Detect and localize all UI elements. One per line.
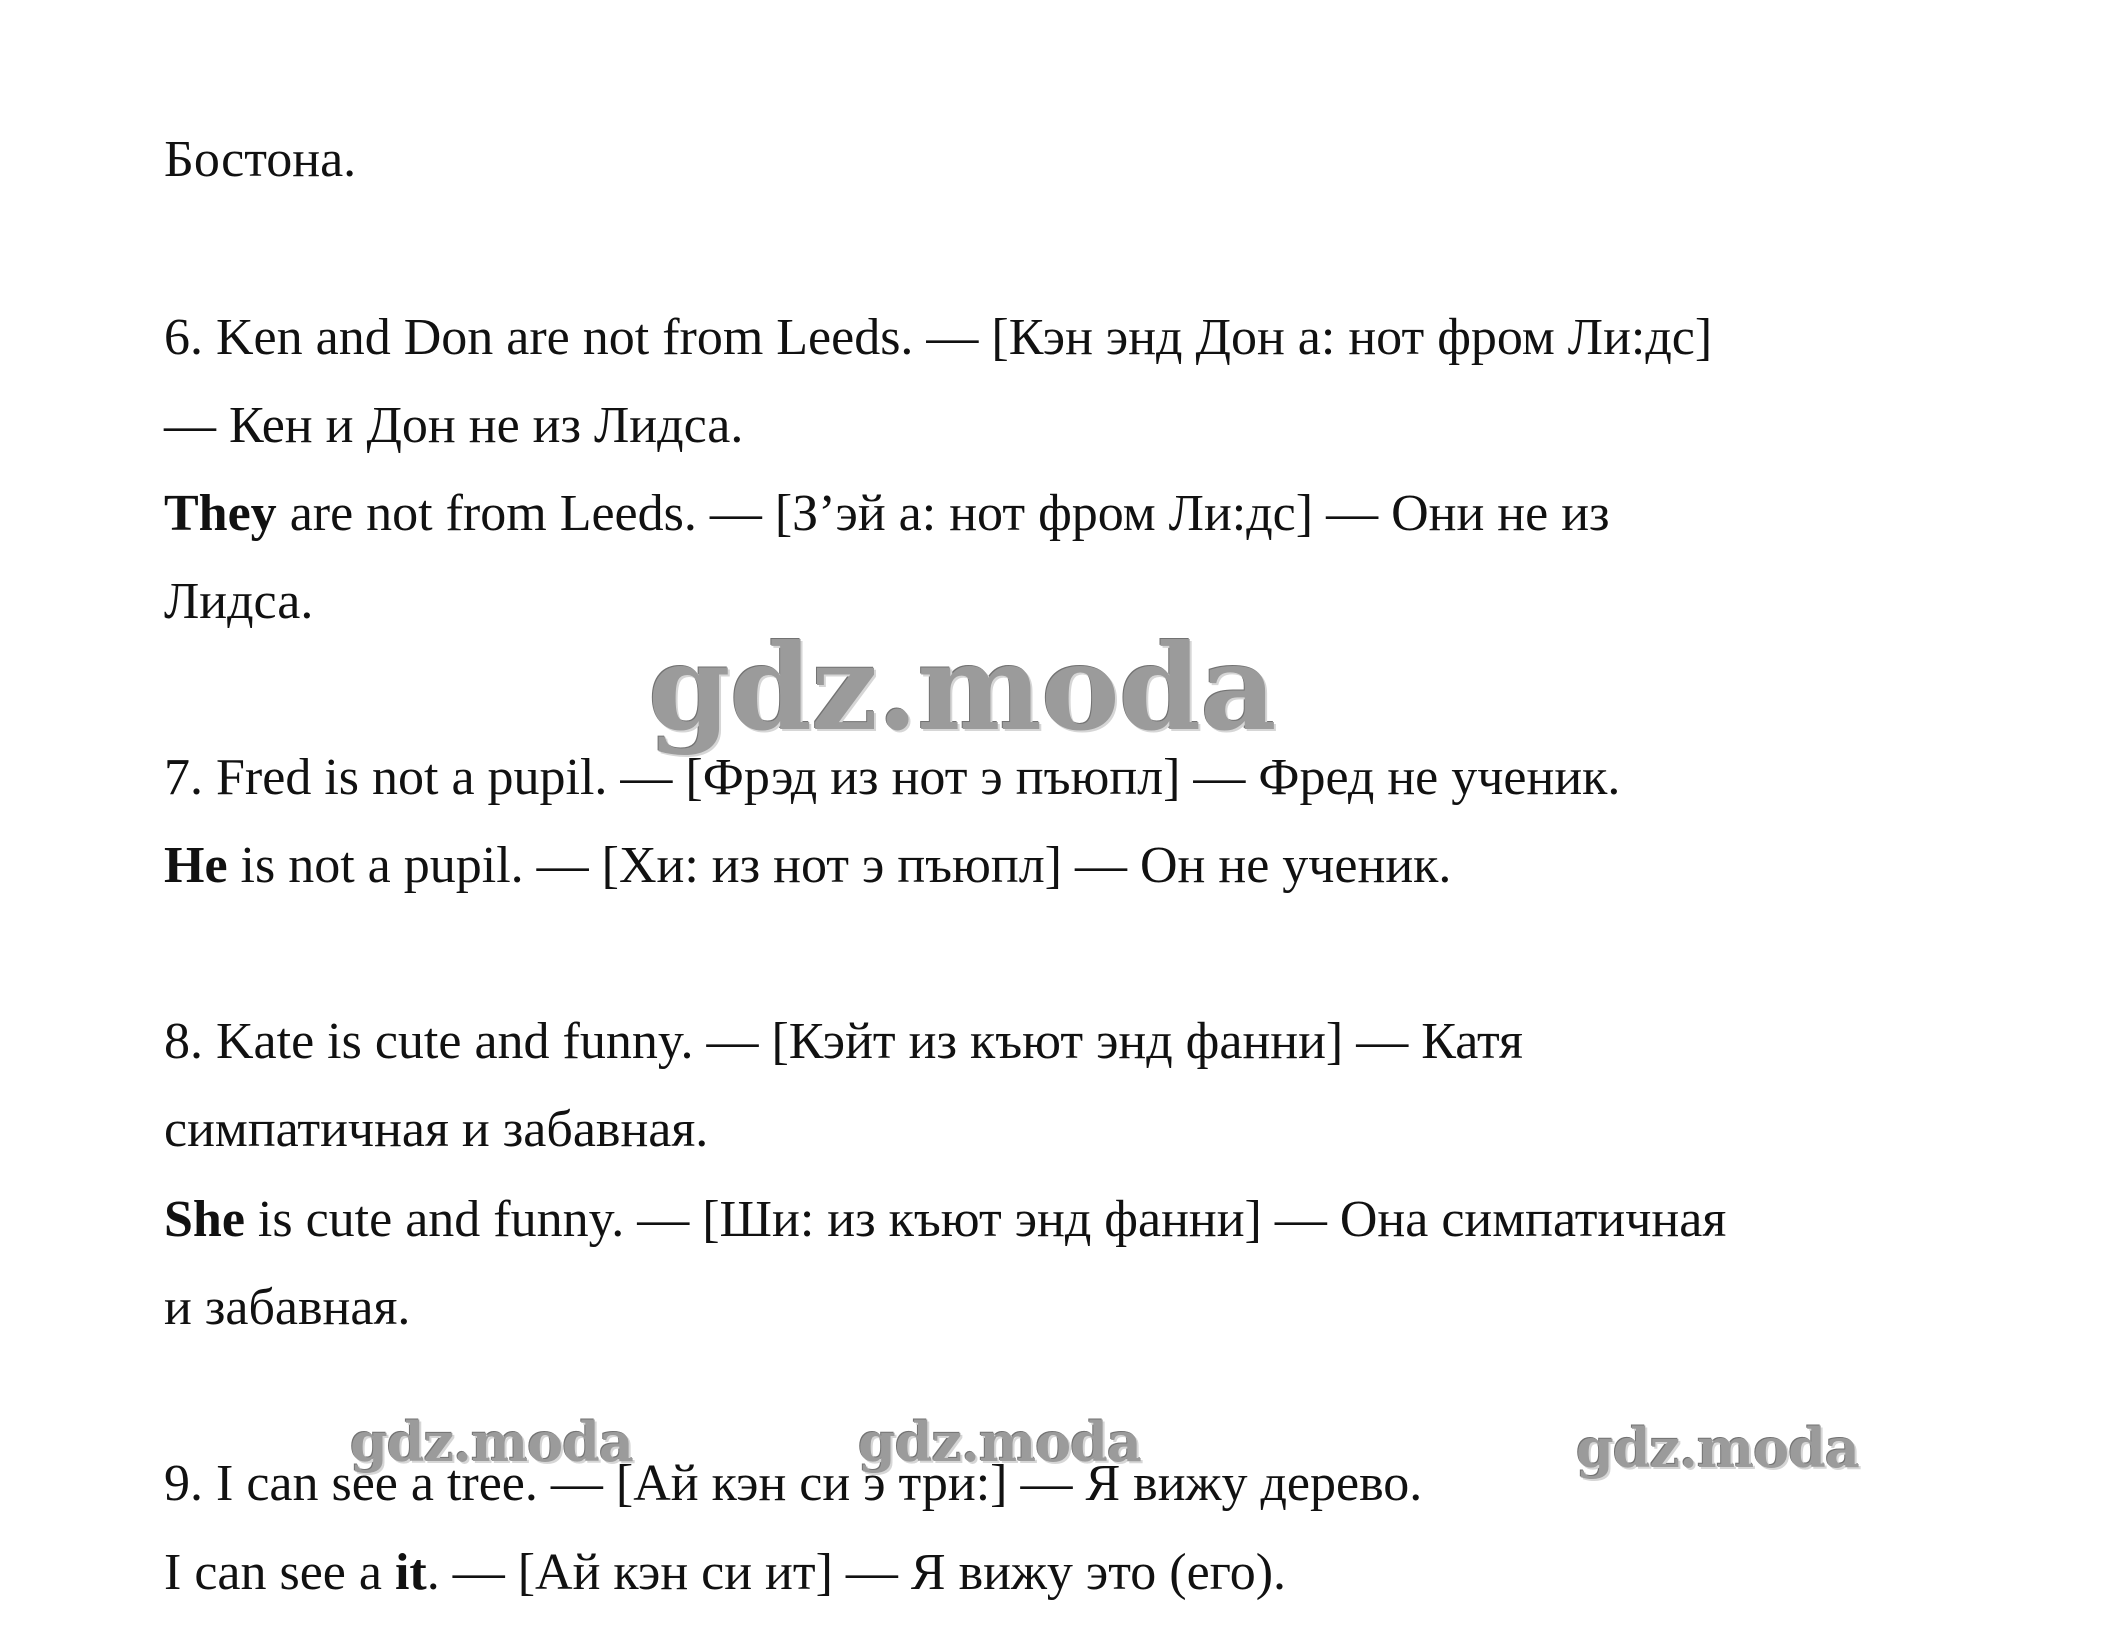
- watermark: gdz.moda: [858, 1410, 1141, 1474]
- pronoun: He: [164, 837, 228, 894]
- sentence-rest: are not from Leeds. — [З’эй а: нот фром Ли:дс] — Они не из: [276, 485, 1610, 542]
- text-line: 8. Kate is cute and funny. — [Кэйт из къют энд фанни] — Катя: [164, 1013, 1523, 1070]
- text-line: Бостона.: [164, 131, 357, 188]
- sentence-start: I can see a: [164, 1544, 395, 1601]
- sentence-rest: is not a pupil. — [Хи: из нот э пъюпл] — Он не ученик.: [227, 837, 1452, 894]
- text-line: 7. Fred is not a pupil. — [Фрэд из нот э пъюпл] — Фред не ученик.: [164, 749, 1621, 806]
- text-line: 6. Ken and Don are not from Leeds. — [Кэн энд Дон а: нот фром Ли:дс]: [164, 309, 1713, 366]
- pronoun: They: [164, 485, 277, 542]
- sentence-rest: is cute and funny. — [Ши: из къют энд фанни] — Она симпатичная: [244, 1191, 1727, 1248]
- watermark: gdz.moda: [1576, 1416, 1859, 1480]
- text-line: симпатичная и забавная.: [164, 1101, 709, 1158]
- pronoun: it: [394, 1544, 427, 1601]
- text-line: [164, 836, 1451, 896]
- text-line: — Кен и Дон не из Лидса.: [164, 397, 744, 454]
- text-line: Лидса.: [164, 573, 314, 630]
- sentence-rest: . — [Ай кэн си ит] — Я вижу это (его).: [426, 1544, 1287, 1601]
- text-line: 9. I can see a tree. — [Ай кэн си э три:] — Я вижу дерево.: [164, 1455, 1423, 1512]
- watermark: gdz.moda: [350, 1410, 633, 1474]
- text-line: [164, 484, 1610, 544]
- text-line: и забавная.: [164, 1279, 411, 1336]
- text-line: [164, 1543, 1286, 1603]
- pronoun: She: [164, 1191, 245, 1248]
- watermark: gdz.moda: [648, 618, 1276, 757]
- text-line: [164, 1190, 1726, 1250]
